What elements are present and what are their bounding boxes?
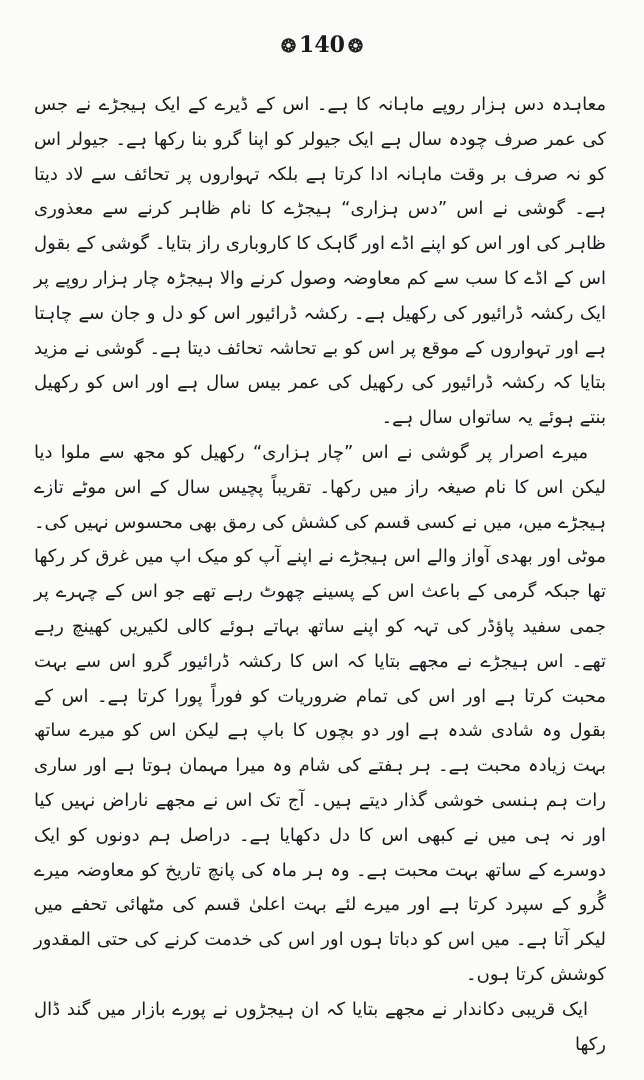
page-number: 140 bbox=[299, 32, 345, 58]
paragraph-2: میرے اصرار پر گوشی نے اس ”چار ہزاری“ رکھیل کو مجھ سے ملوا دیا لیکن اس کا نام صیغہ راز میں رکھا۔ تقریباً پچیس سال کے اس موٹے تازے ہیجڑے میں، میں نے کسی قسم کی کشش کی رمق بھی محسوس نہیں کی۔ موٹی اور بھدی آواز والے اس ہیجڑے نے اپنے آپ کو میک اپ میں غرق کر رکھا تھا جبکہ گرمی کے باعث اس کے پسینے چھوٹ رہے تھے جو اس کے چہرے پر جمی سفید پاؤڈر کی تہہ کو اپنے ساتھ بہاتے ہوئے کالی لکیریں کھینچ رہے تھے۔ اس ہیجڑے نے مجھے بتایا کہ اس کا رکشہ ڈرائیور گرو اس سے بہت محبت کرتا ہے اور اس کی تمام ضروریات کو فوراً پورا کرتا ہے۔ اس کے بقول وہ شادی شدہ ہے اور دو بچوں کا باپ ہے لیکن اس کو میرے ساتھ بہت زیادہ محبت ہے۔ ہر ہفتے کی شام وہ میرا مہمان ہوتا ہے اور ساری رات ہم ہنسی خوشی گذار دیتے ہیں۔ آج تک اس نے مجھے ناراض نہیں کیا اور نہ ہی میں نے کبھی اس کا دل دکھایا ہے۔ دراصل ہم دونوں کو ایک دوسرے کے ساتھ بہت محبت ہے۔ وہ ہر ماہ کی پانچ تاریخ کو معاوضہ میرے گُرو کے سپرد کرتا ہے اور میرے لئے بہت اعلیٰ قسم کی مٹھائی تحفے میں لیکر آتا ہے۔ میں اس کو دباتا ہوں اور اس کی خدمت کرنے کی حتی المقدور کوشش کرتا ہوں۔ bbox=[34, 441, 606, 985]
page-header bbox=[0, 32, 644, 58]
body-text bbox=[34, 88, 606, 1062]
ornament-left-icon: ❂ bbox=[280, 36, 297, 57]
ornament-right-icon: ❂ bbox=[347, 36, 364, 57]
paragraph-1: معاہدہ دس ہزار روپے ماہانہ کا ہے۔ اس کے ڈیرے کے ایک ہیجڑے نے جس کی عمر صرف چودہ سال ہے ایک جیولر کو اپنا گرو بنا رکھا ہے۔ جیولر اس کو نہ صرف بر وقت ماہانہ ادا کرتا ہے بلکہ تہواروں پر تحائف سے لاد دیتا ہے۔ گوشی نے اس ”دس ہزاری“ ہیجڑے کا نام ظاہر کرنے سے معذوری ظاہر کی اور اس کو اپنے اڈے اور گاہک کا کاروباری راز بتایا۔ گوشی کے بقول اس کے اڈے کا سب سے کم معاوضہ وصول کرنے والا ہیجڑہ چار ہزار روپے پر ایک رکشہ ڈرائیور کی رکھیل ہے۔ رکشہ ڈرائیور اس کو دل و جان سے چاہتا ہے اور تہواروں کے موقع پر اس کو بے تحاشہ تحائف دیتا ہے۔ گوشی نے مزید بتایا کہ رکشہ ڈرائیور کی رکھیل کی عمر بیس سال ہے اور اس کو رکھیل بنتے ہوئے یہ ساتواں سال ہے۔ bbox=[34, 94, 606, 429]
paragraph-3: ایک قریبی دکاندار نے مجھے بتایا کہ ان ہیجڑوں نے پورے بازار میں گند ڈال رکھا bbox=[34, 998, 606, 1055]
